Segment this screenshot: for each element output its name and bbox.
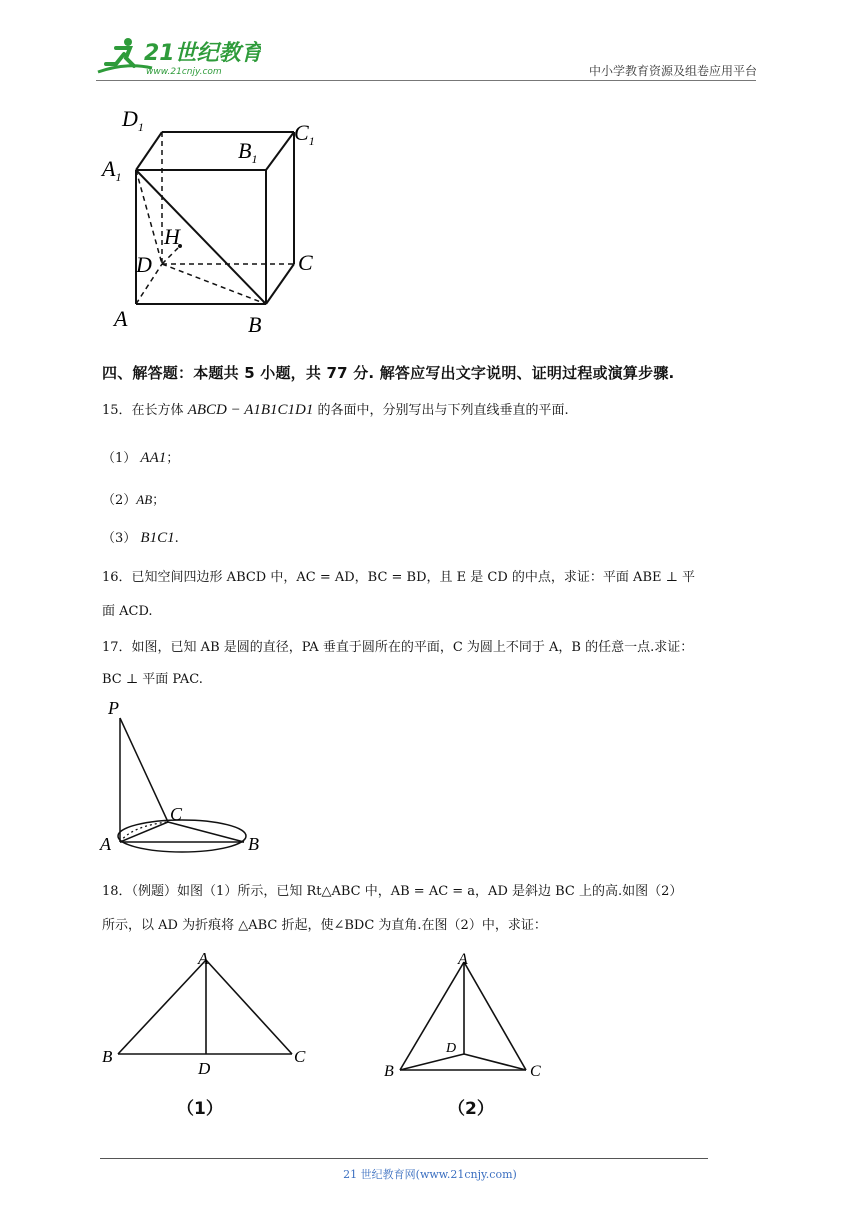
label-a: A: [100, 834, 111, 854]
label-b: B: [102, 1047, 113, 1066]
q15-stem: [102, 400, 569, 421]
label-b: B: [248, 834, 259, 854]
q18-line-1: 18．（例题）如图（1）所示，已知 Rt△ABC 中，AB = AC = a，AD 是斜边 BC 上的高.如图（2）: [102, 884, 683, 899]
label-a: A: [458, 951, 468, 968]
fold-figure-2: [380, 946, 560, 1090]
label-b: B: [384, 1063, 394, 1080]
q15-item-3: （3） B1C1.: [102, 530, 179, 546]
footer-text: 21 世纪教育网(www.21cnjy.com): [343, 1168, 517, 1181]
circle-figure: [98, 698, 278, 862]
label-a: A: [114, 306, 128, 331]
label-c: C: [530, 1063, 541, 1080]
fig2-caption: （2）: [448, 1099, 494, 1119]
label-b1: $B_1$: [238, 138, 258, 166]
logo-text: 21世纪教育: [144, 41, 261, 66]
section-heading: 四、解答题：本题共 5 小题，共 77 分. 解答应写出文字说明、证明过程或演算步骤.: [102, 364, 675, 382]
label-a1: $A_1$: [102, 156, 122, 184]
label-a: A: [198, 949, 209, 968]
label-d: D: [198, 1059, 211, 1078]
q15-expr: ABCD − A1B1C1D1: [187, 402, 314, 418]
q17-line-2: BC ⊥ 平面 PAC.: [102, 672, 203, 687]
label-p: P: [108, 698, 119, 718]
label-c: C: [170, 804, 183, 824]
label-c: C: [294, 1047, 306, 1066]
label-d1: $D_1$: [122, 110, 144, 134]
site-logo: [96, 34, 261, 80]
q15-item-2: （2）AB；: [102, 492, 166, 508]
label-d: D: [136, 252, 152, 277]
header-divider: [96, 80, 756, 81]
label-d: D: [446, 1041, 457, 1056]
footer-divider: [100, 1158, 708, 1159]
fig1-caption: （1）: [177, 1099, 223, 1119]
q15-text-b: 的各面中，分别写出与下列直线垂直的平面.: [317, 403, 569, 418]
q18-line-2: 所示，以 AD 为折痕将 △ABC 折起，使∠BDC 为直角.在图（2）中，求证：: [102, 918, 547, 933]
q16-line-1: 16．已知空间四边形 ABCD 中，AC = AD，BC = BD，且 E 是 CD 的中点，求证：平面 ABE ⊥ 平: [102, 570, 695, 585]
label-c: C: [298, 250, 313, 275]
q15-number: 15．: [102, 403, 132, 418]
label-b: B: [248, 312, 262, 337]
q16-line-2: 面 ACD.: [102, 604, 153, 619]
logo-url: www.21cnjy.com: [146, 67, 222, 77]
cube-figure: [100, 110, 330, 344]
q15-item-1: （1） AA1；: [102, 450, 180, 466]
label-h: H: [164, 224, 180, 249]
header-platform-text: 中小学教育资源及组卷应用平台: [588, 64, 757, 78]
label-c1: $C_1$: [294, 120, 315, 148]
q17-line-1: 17．如图，已知 AB 是圆的直径，PA 垂直于圆所在的平面，C 为圆上不同于 A，B 的任意一点.求证：: [102, 640, 694, 655]
q15-text-a: 在长方体: [131, 403, 184, 418]
